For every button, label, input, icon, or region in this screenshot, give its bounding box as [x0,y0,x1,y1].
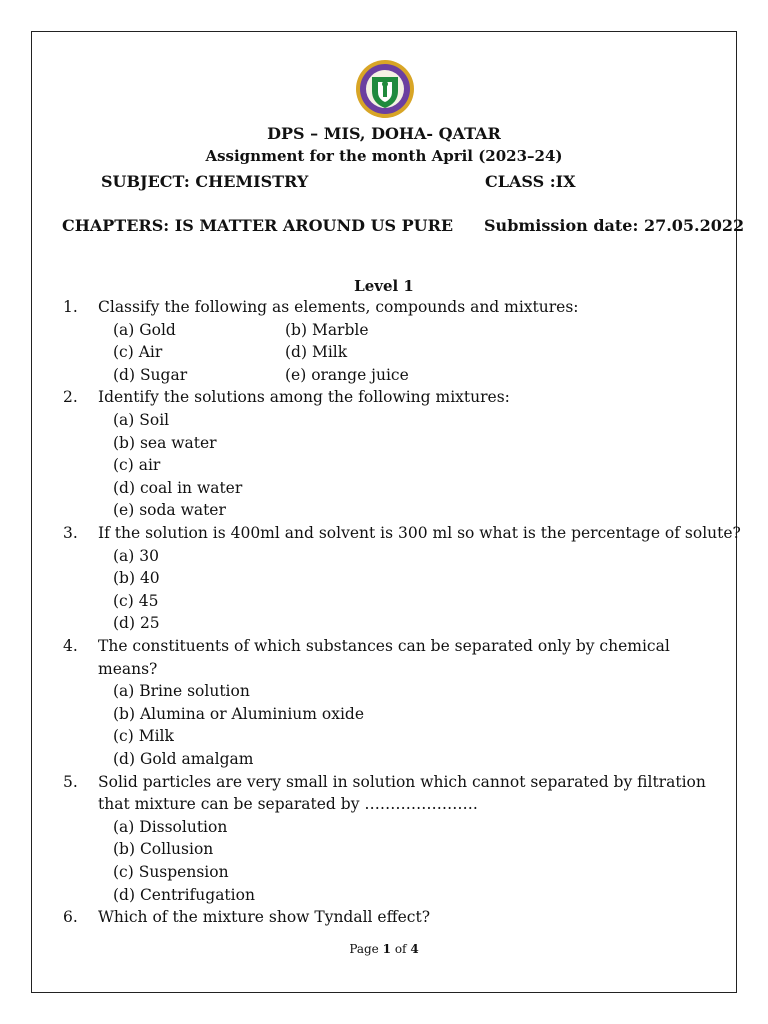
answer-option: (b) Alumina or Aluminium oxide [113,704,365,723]
answer-option: (a) 30 [113,546,159,565]
school-name: DPS – MIS, DOHA- QATAR [267,124,501,143]
page-footer [0,942,768,956]
answer-option: (e) orange juice [285,365,409,384]
question-text: that mixture can be separated by …………………. [98,795,478,814]
answer-option: (d) Centrifugation [113,885,255,904]
class-label: CLASS :IX [485,172,576,191]
answer-option: (d) 25 [113,614,160,633]
assignment-title: Assignment for the month April (2023–24) [205,147,563,165]
subject-label: SUBJECT: CHEMISTRY [101,172,309,191]
answer-option: (a) Gold [113,320,176,339]
answer-option: (b) Marble [285,320,369,339]
question-text: Solid particles are very small in solution which cannot separated by filtration [98,772,706,791]
answer-option: (b) 40 [113,569,160,588]
answer-option: (c) Air [113,343,163,362]
page-word: Page [349,942,379,956]
question-number: 4. [63,637,78,655]
level-heading: Level 1 [354,277,414,295]
question-text: The constituents of which substances can be separated only by chemical [98,637,670,655]
school-logo [354,58,416,120]
answer-option: (c) air [113,456,161,475]
page-total: 4 [410,942,419,956]
question-number: 2. [63,388,78,407]
answer-option: (b) Collusion [113,840,214,859]
chapters-label: CHAPTERS: IS MATTER AROUND US PURE [62,216,454,235]
answer-option: (d) Milk [285,343,348,362]
question-number: 5. [63,772,78,791]
answer-option: (d) Sugar [113,365,188,384]
answer-option: (c) Suspension [113,863,229,881]
answer-option: (e) soda water [113,501,226,520]
answer-option: (a) Soil [113,411,170,429]
question-number: 6. [63,908,78,927]
question-text: If the solution is 400ml and solvent is 300 ml so what is the percentage of solute? [98,524,741,542]
answer-option: (c) 45 [113,591,159,610]
question-text: Which of the mixture show Tyndall effect? [98,908,431,927]
question-text: Classify the following as elements, compounds and mixtures: [98,298,579,316]
answer-option: (d) Gold amalgam [113,750,254,768]
answer-option: (a) Dissolution [113,817,228,836]
submission-date: Submission date: 27.05.2022 [484,216,745,235]
question-number: 3. [63,524,78,542]
question-number: 1. [63,298,78,316]
page-of: of [394,942,407,956]
answer-option: (d) coal in water [113,478,243,497]
question-text: means? [98,659,158,678]
answer-option: (a) Brine solution [113,682,250,701]
page-current: 1 [382,942,391,956]
answer-option: (c) Milk [113,727,174,746]
answer-option: (b) sea water [113,433,217,452]
question-text: Identify the solutions among the following mixtures: [98,388,510,407]
